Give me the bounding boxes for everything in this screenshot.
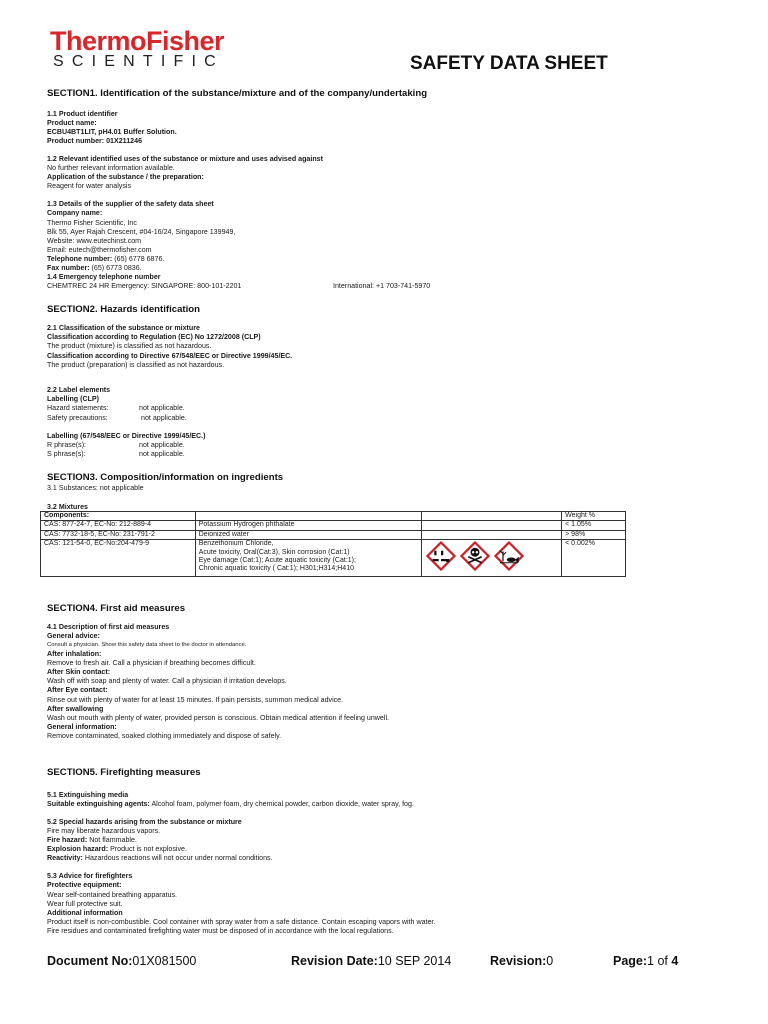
table-row [41,521,626,530]
s2-line: R phrase(s): [47,441,87,449]
section2-heading: SECTION2. Hazards identification [47,304,200,315]
table-header-components: Components: [41,512,196,521]
doc-number-value: 01X081500 [132,954,197,968]
revision-date-value: 10 SEP 2014 [377,954,452,968]
s4-line: Consult a physician. Show this safety data sheet to the doctor in attendance. [47,642,247,648]
s1-line: 1.2 Relevant identified uses of the substance or mixture and uses advised against [47,155,323,163]
table-row [41,530,626,539]
s4-line: Wash off with soap and plenty of water. Call a physician if irritation develops. [47,677,287,685]
s5-line: Wear full protective suit. [47,900,123,908]
section5-heading: SECTION5. Firefighting measures [47,767,201,778]
component-name: Benzethonium Chloride, [198,540,274,548]
s2-line: Safety precautions: [47,414,108,422]
footer-page [613,954,678,968]
s5-line: Fire residues and contaminated firefighting water must be disposed of in accordance with the local regulations. [47,927,394,935]
reactivity-value: Hazardous reactions will not occur under normal conditions. [82,854,273,862]
footer-revision-date [291,954,451,968]
s1-line: Website: www.eutechinst.com [47,237,142,245]
s4-line: Remove to fresh air. Call a physician if breathing becomes difficult. [47,659,256,667]
fire-hazard-label: Fire hazard: [47,836,88,844]
s4-line: Rinse out with plenty of water for at least 15 minutes. If pain persists, summon medical advice. [47,696,344,704]
s2-line: S phrase(s): [47,450,86,458]
environment-pictogram-icon [494,541,524,571]
s1-line: Product number: 01X211246 [47,137,143,145]
s4-line: General information: [47,723,117,731]
telephone-label: Telephone number: [47,255,113,263]
footer-revision [490,954,553,968]
component-hazard: Acute toxicity, Oral(Cat:3), Skin corrosion (Cat:1) [198,548,350,556]
s2-line: Classification according to Directive 67/548/EEC or Directive 1999/45/EC. [47,352,293,360]
s1-line: Reagent for water analysis [47,182,131,190]
s5-line: Fire may liberate hazardous vapors. [47,827,161,835]
s1-line: No further relevant information available. [47,164,175,172]
s1-line: CHEMTREC 24 HR Emergency: SINGAPORE: 800-101-2201 [47,282,242,290]
s4-line: General advice: [47,632,100,640]
table-cell [422,512,562,521]
s2-line: Labelling (CLP) [47,395,100,403]
brand-logo-top: ThermoFisher [50,26,225,56]
s5-line [47,845,187,854]
s4-line: After Eye contact: [47,686,108,694]
table-cell-weight: > 98% [562,530,626,539]
s5-line: Protective equipment: [47,881,122,889]
s5-line: 5.1 Extinguishing media [47,791,129,799]
s3-line: 3.2 Mixtures [47,503,89,511]
s2-line: Labelling (67/548/EEC or Directive 1999/45/EC.) [47,432,206,440]
s2-line: 2.2 Label elements [47,386,111,394]
s2-line: not applicable. [141,414,187,422]
page-label: Page: [613,954,648,968]
section3-heading: SECTION3. Composition/information on ingredients [47,472,284,483]
extinguishing-label: Suitable extinguishing agents: [47,800,150,808]
s1-line [47,264,142,273]
component-hazard: Chronic aquatic toxicity ( Cat:1); H301;H314;H410 [198,565,354,573]
fire-hazard-value: Not flammable. [87,836,137,844]
s5-line [47,800,414,809]
revision-date-label: Revision Date: [291,954,378,968]
s2-line: not applicable. [139,450,185,458]
telephone-value: (65) 6778 6876. [112,255,165,263]
s4-line: Wash out mouth with plenty of water, provided person is conscious. Obtain medical attention if feeling unwell. [47,714,389,722]
s5-line: Additional information [47,909,123,917]
table-cell-name: Potassium Hydrogen phthalate [195,521,422,530]
explosion-hazard-label: Explosion hazard: [47,845,109,853]
s5-line: Wear self-contained breathing apparatus. [47,891,178,899]
table-cell-weight: < 0.002% [562,540,626,576]
s2-line: not applicable. [139,441,185,449]
page-value: 1 [647,954,654,968]
s1-line: Thermo Fisher Scientific, Inc [47,219,137,227]
footer-document-number [47,954,196,968]
s2-line: The product (mixture) is classified as not hazardous. [47,342,212,350]
table-cell-cas: CAS: 7732-18-5, EC-No: 231-791-2 [41,530,196,539]
fax-label: Fax number: [47,264,90,272]
s1-line: International: +1 703-741-5970 [333,282,431,290]
section4-heading: SECTION4. First aid measures [47,603,186,614]
s1-line: ECBU4BT1LIT, pH4.01 Buffer Solution. [47,128,177,136]
fax-value: (65) 6773 0836. [89,264,142,272]
table-cell [195,512,422,521]
s2-line: Classification according to Regulation (EC) No 1272/2008 (CLP) [47,333,261,341]
skull-crossbones-pictogram-icon [460,541,490,571]
s4-line: 4.1 Description of first aid measures [47,623,170,631]
components-table [40,511,626,577]
s4-line: After inhalation: [47,650,102,658]
brand-logo-bottom: SCIENTIFIC [53,53,224,70]
table-header-row [41,512,626,521]
s1-line [47,255,164,264]
table-cell-weight: < 1.05% [562,521,626,530]
s2-line: The product (preparation) is classified as not hazardous. [47,361,225,369]
s1-line: 1.4 Emergency telephone number [47,273,161,281]
table-header-weight: Weight % [562,512,626,521]
table-cell-pictograms [422,540,562,576]
doc-number-label: Document No: [47,954,133,968]
s1-line: Application of the substance / the preparation: [47,173,204,181]
s4-line: After Skin contact: [47,668,111,676]
s2-line: Hazard statements: [47,404,109,412]
table-cell [422,521,562,530]
s1-line: Product name: [47,119,97,127]
revision-value: 0 [546,954,554,968]
explosion-hazard-value: Product is not explosive. [108,845,187,853]
s5-line [47,854,273,863]
table-cell-cas: CAS: 121-54-0, EC-No:204-479-9 [41,540,196,576]
page-total: 4 [671,954,679,968]
component-hazard: Eye damage (Cat:1); Acute aquatic toxicity (Cat:1); [198,557,356,565]
s1-line: Email: eutech@thermofisher.com [47,246,152,254]
s2-line: not applicable. [139,404,185,412]
s1-line: Company name: [47,209,103,217]
s5-line: 5.2 Special hazards arising from the substance or mixture [47,818,242,826]
table-row [41,540,626,576]
s3-line: 3.1 Substances: not applicable [47,484,144,492]
s2-line: 2.1 Classification of the substance or mixture [47,324,200,332]
table-cell-cas: CAS: 877-24-7, EC-No: 212-889-4 [41,521,196,530]
corrosion-pictogram-icon [426,541,456,571]
s1-line: 1.3 Details of the supplier of the safety data sheet [47,200,214,208]
s5-line [47,836,137,845]
s1-line: Blk 55, Ayer Rajah Crescent, #04-16/24, Singapore 139949, [47,228,236,236]
s5-line: 5.3 Advice for firefighters [47,872,133,880]
table-cell [422,530,562,539]
section1-heading: SECTION1. Identification of the substance/mixture and of the company/undertaking [47,88,428,99]
extinguishing-value: Alcohol foam, polymer foam, dry chemical powder, carbon dioxide, water spray, fog. [149,800,414,808]
s5-line: Product itself is non-combustible. Cool container with spray water from a safe distance. Contain escaping vapors with water. [47,918,436,926]
reactivity-label: Reactivity: [47,854,83,862]
document-title: SAFETY DATA SHEET [410,53,608,74]
s4-line: Remove contaminated, soaked clothing immediately and dispose of safely. [47,732,282,740]
s1-line: 1.1 Product identifier [47,110,118,118]
revision-label: Revision: [490,954,547,968]
page-of: of [654,954,672,968]
s4-line: After swallowing [47,705,104,713]
table-cell-name: Deionized water [195,530,422,539]
table-cell-name [195,540,422,576]
